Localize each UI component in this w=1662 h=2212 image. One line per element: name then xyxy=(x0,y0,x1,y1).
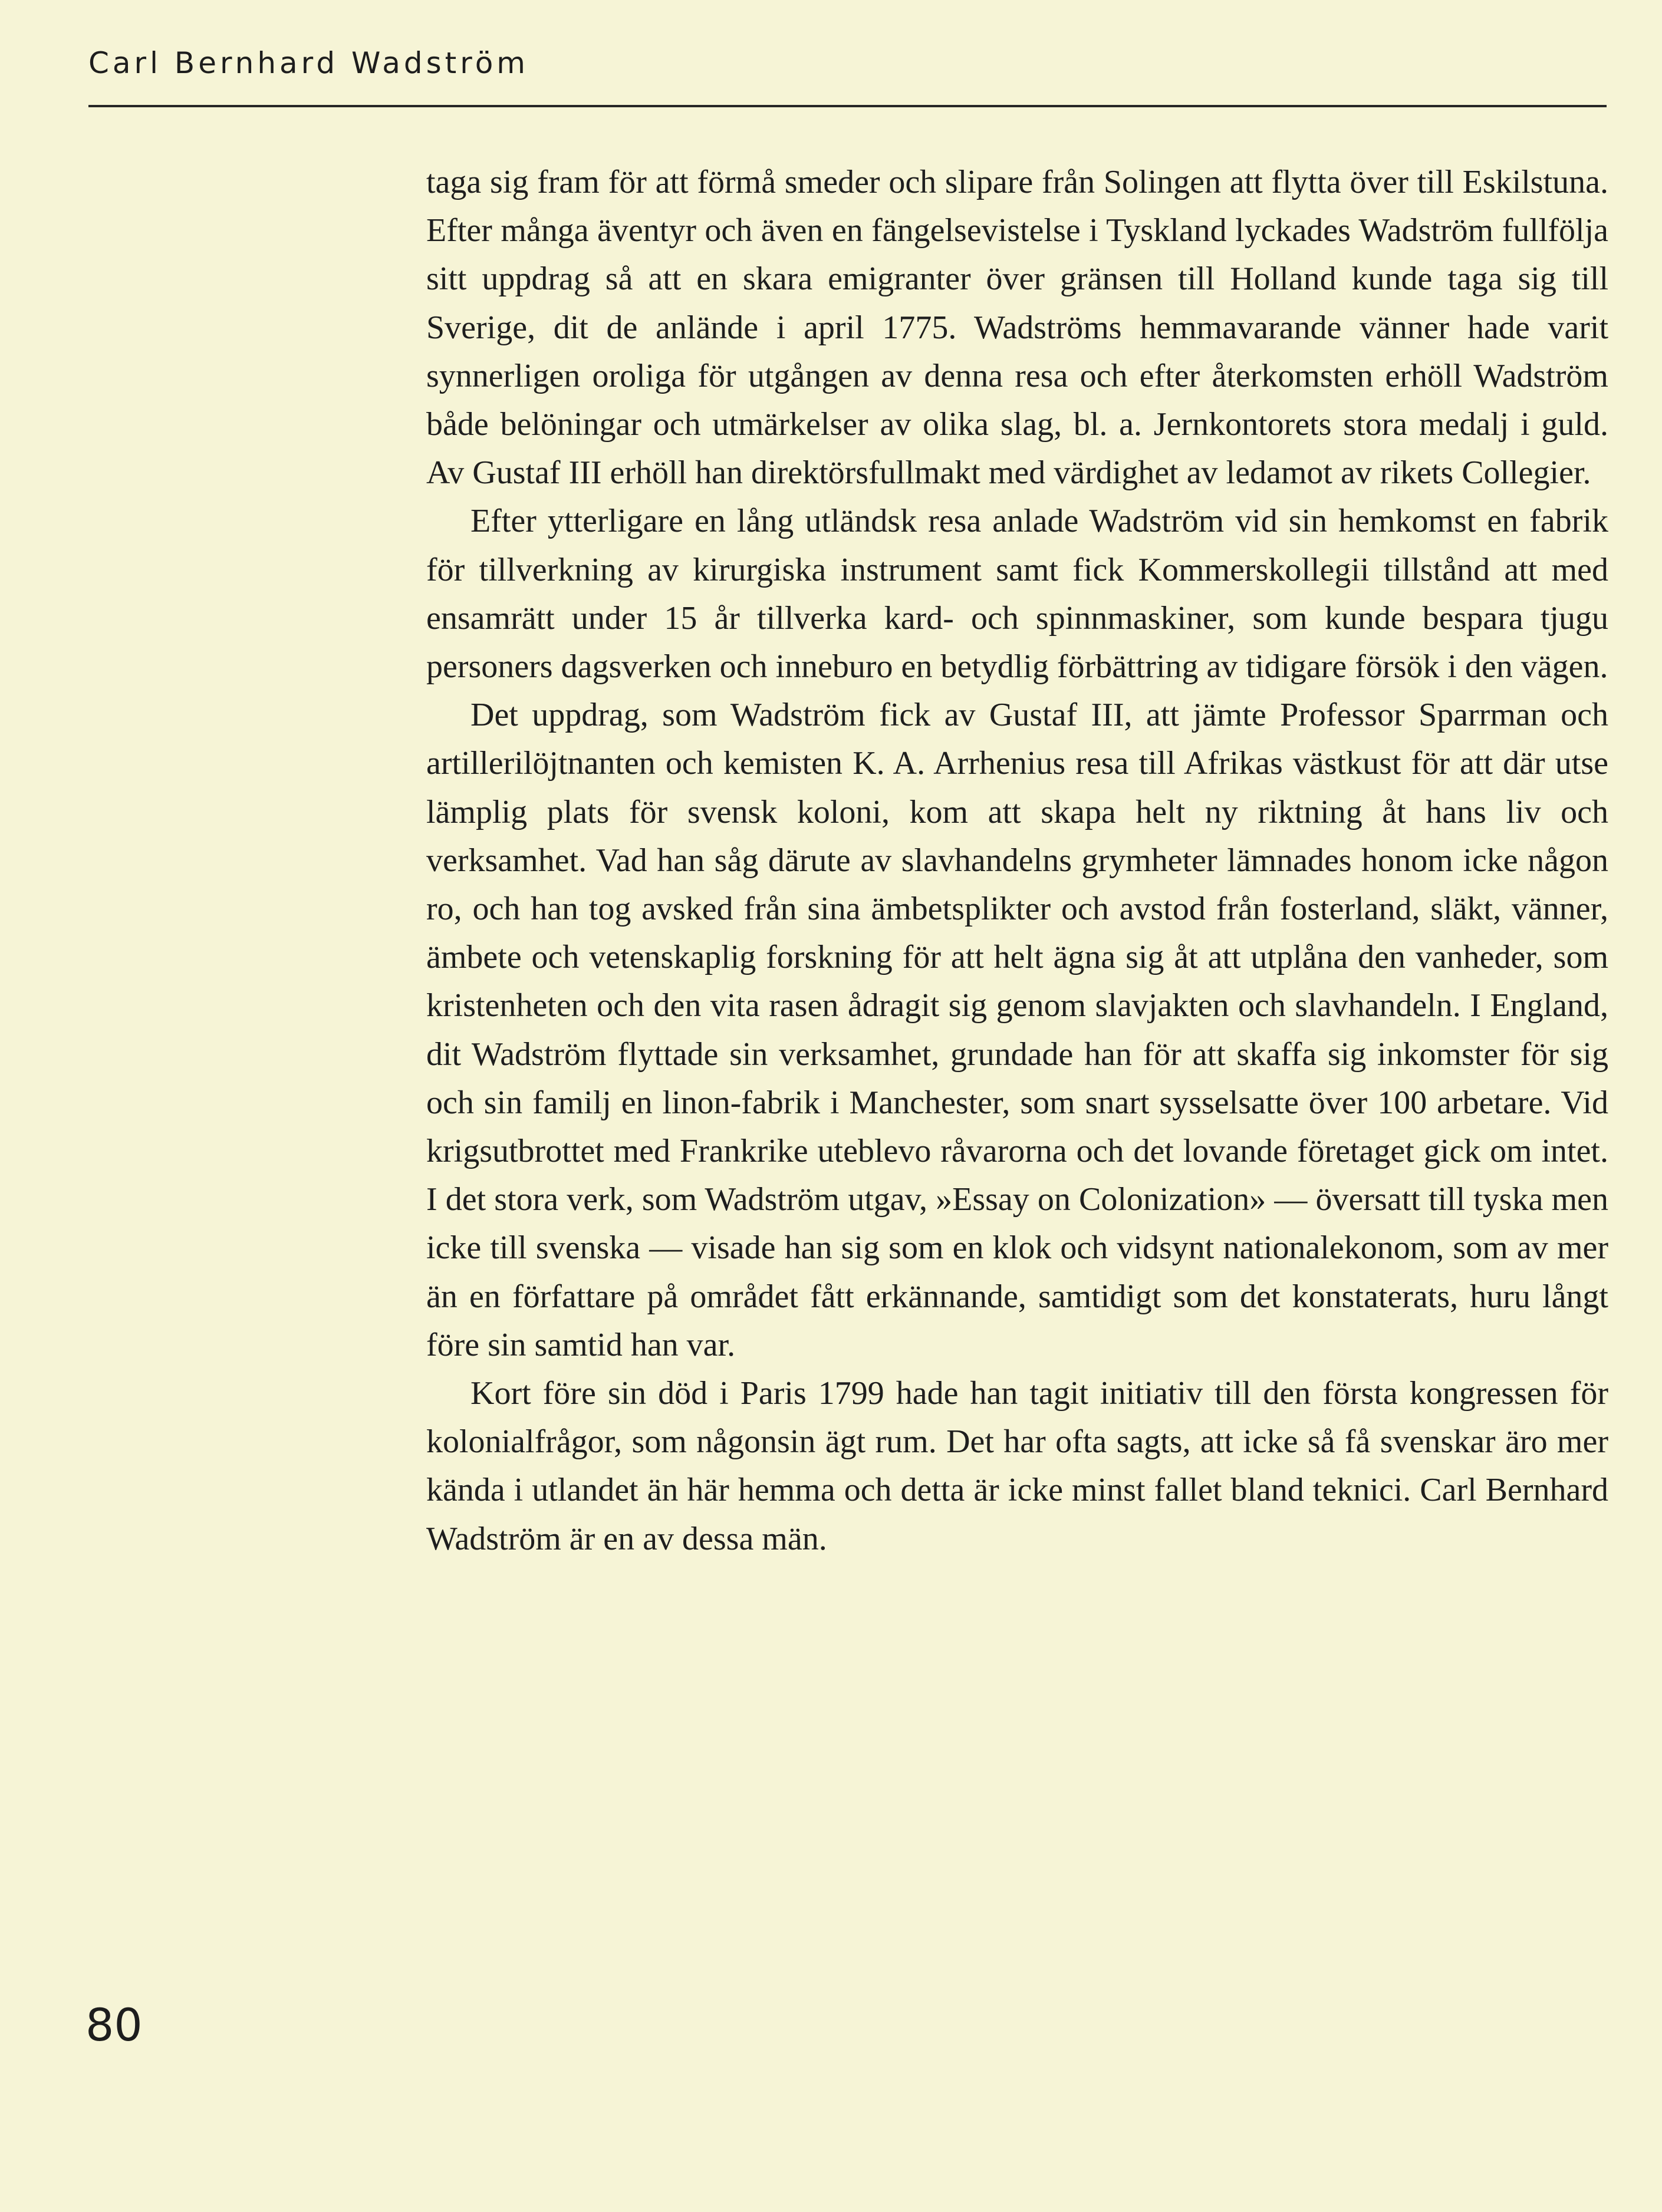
paragraph: taga sig fram för att förmå smeder och slipare från Solingen att flytta över till Eskilstuna. Efter många äventyr och även en fängelsevistelse i Tyskland lyckades Wadström fullfölja sitt uppdrag så att en skara emigranter över gränsen till Holland kunde taga sig till Sverige, dit de anlände i april 1775. Wadströms hemmavarande vänner hade varit synnerligen oroliga för utgången av denna resa och efter återkomsten erhöll Wadström både belöningar och utmärkelser av olika slag, bl. a. Jernkontorets stora medalj i guld. Av Gustaf III erhöll han direktörsfullmakt med värdighet av ledamot av rikets Collegier. xyxy=(426,164,1608,492)
paragraph: Det uppdrag, som Wadström fick av Gustaf III, att jämte Professor Sparrman och artillerilöjtnanten och kemisten K. A. Arrhenius resa till Afrikas västkust för att där utse lämplig plats för svensk koloni, kom att skapa helt ny riktning åt hans liv och verksamhet. Vad han såg därute av slavhandelns grymheter lämnades honom icke någon ro, och han tog avsked från sina ämbetsplikter och avstod från fosterland, släkt, vänner, ämbete och vetenskaplig forskning för att helt ägna sig åt att utplåna den vanheder, som kristenheten och den vita rasen ådragit sig genom slavjakten och slavhandeln. I England, dit Wadström flyttade sin verksamhet, grundade han för att skaffa sig inkomster för sig och sin familj en linon-fabrik i Manchester, som snart sysselsatte över 100 arbetare. Vid krigsutbrottet med Frankrike uteblevo råvarorna och det lovande företaget gick om intet. I det stora verk, som Wadström utgav, »Essay on Colonization» — översatt till tyska men icke till svenska — visade han sig som en klok och vidsynt nationalekonom, som av mer än en författare på området fått erkännande, samtidigt som det konstaterats, huru långt före sin samtid han var. xyxy=(426,697,1608,1363)
header-rule xyxy=(88,105,1607,107)
body-text xyxy=(426,158,1608,1563)
paragraph: Efter ytterligare en lång utländsk resa anlade Wadström vid sin hemkomst en fabrik för tillverkning av kirurgiska instrument samt fick Kommerskollegii tillstånd att med ensamrätt under 15 år tillverka kard- och spinnmaskiner, som kunde bespara tjugu personers dagsverken och inneburo en betydlig förbättring av tidigare försök i den vägen. xyxy=(426,503,1608,685)
page-number: 80 xyxy=(85,1999,143,2051)
paragraph: Kort före sin död i Paris 1799 hade han tagit initiativ till den första kongressen för kolonialfrågor, som någonsin ägt rum. Det har ofta sagts, att icke så få svenskar äro mer kända i utlandet än här hemma och detta är icke minst fallet bland teknici. Carl Bernhard Wadström är en av dessa män. xyxy=(426,1375,1608,1557)
running-head: Carl Bernhard Wadström xyxy=(88,46,529,80)
